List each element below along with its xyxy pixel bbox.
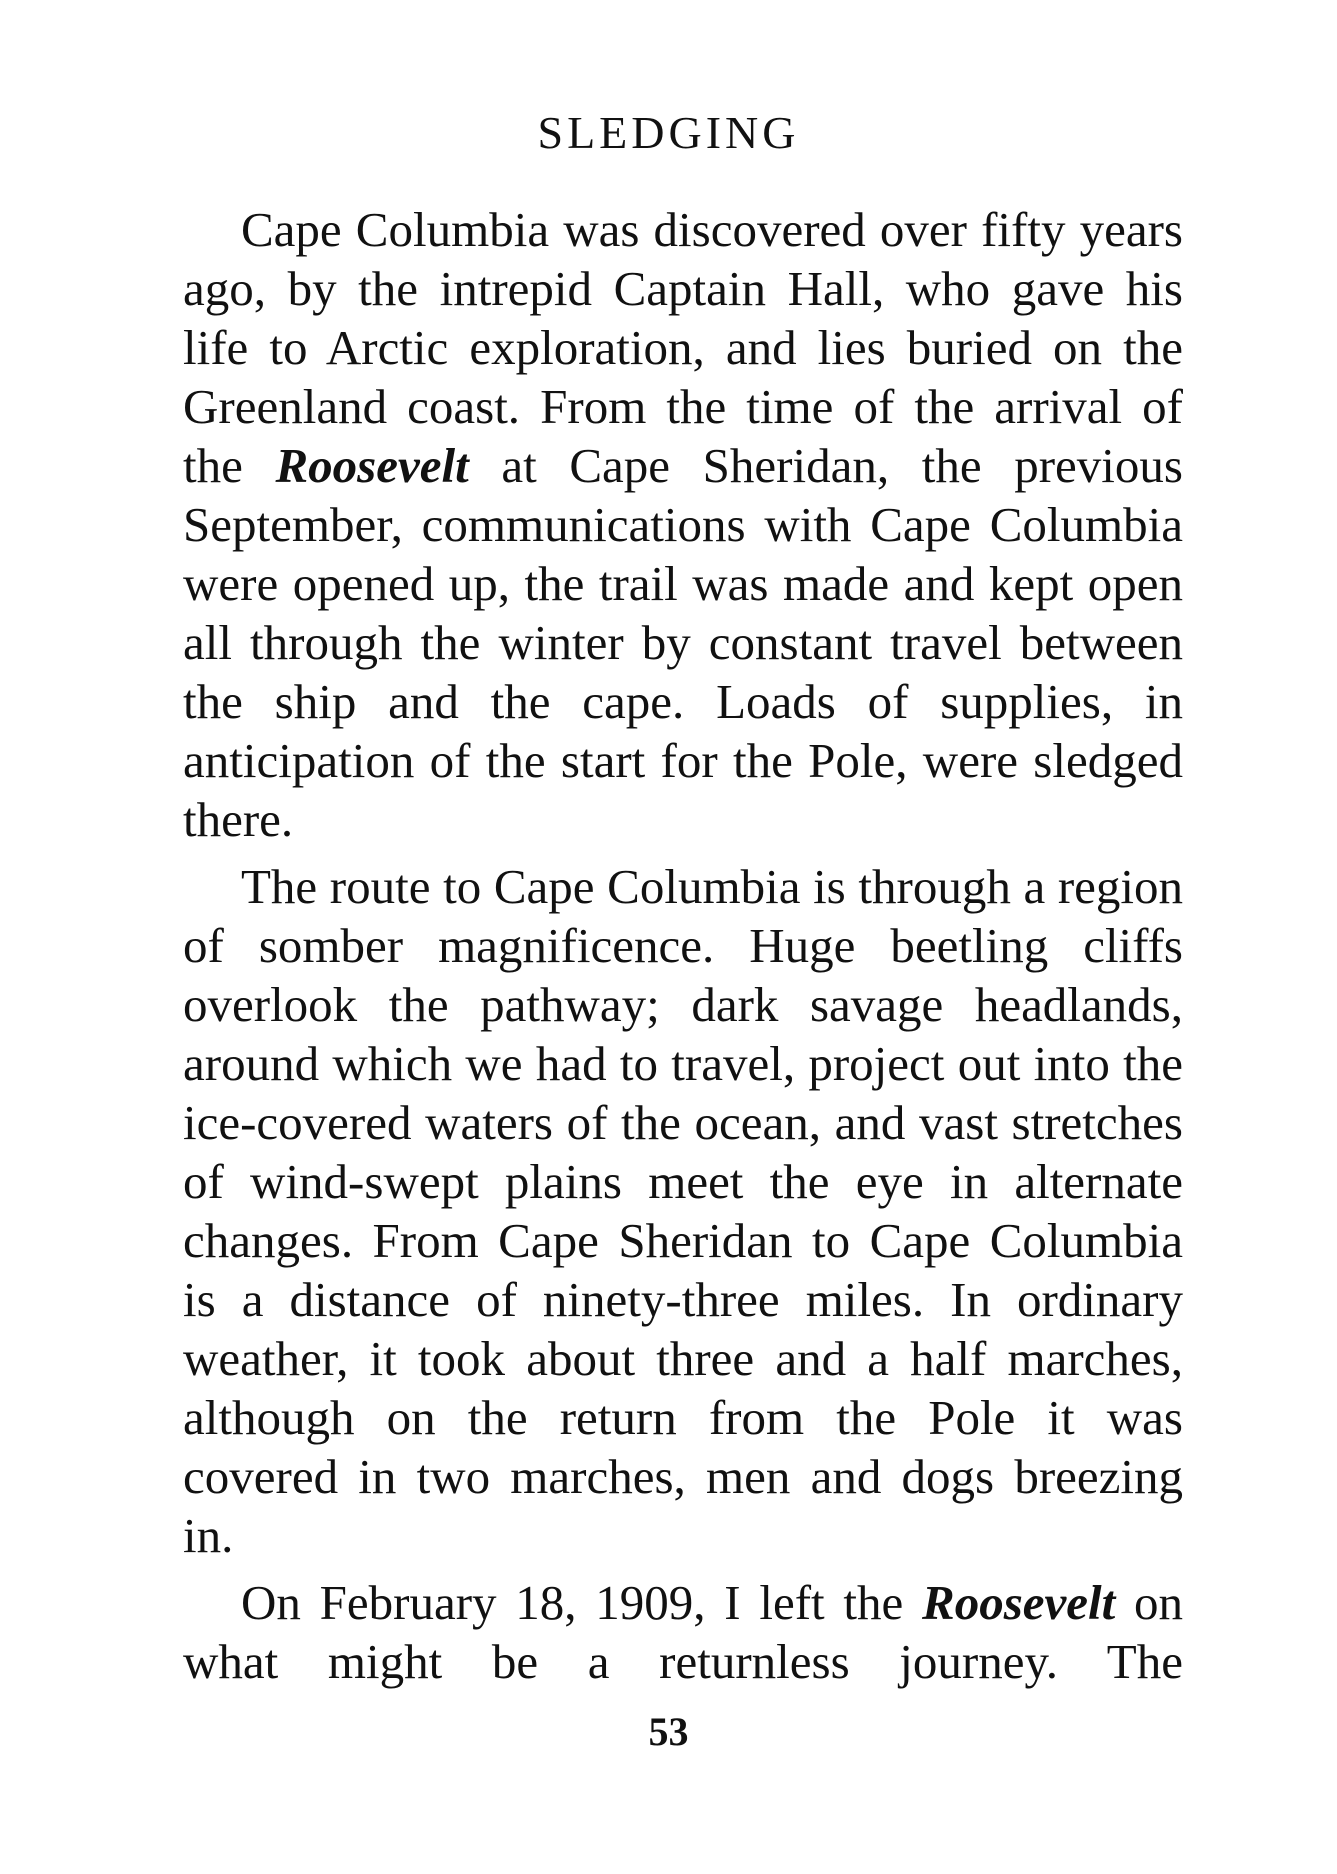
ship-name-roosevelt: Roosevelt — [275, 438, 469, 493]
paragraph-3-text-a: On February 18, 1909, I left the — [241, 1575, 923, 1630]
paragraph-3-text-b: on what might be a returnless journey. The — [183, 1575, 1184, 1689]
running-head: SLEDGING — [537, 107, 800, 158]
paragraph-1 — [183, 200, 1183, 849]
ship-name-roosevelt: Roosevelt — [922, 1575, 1116, 1630]
paragraph-1-text-b: at Cape Sheridan, the previous September, communications with Cape Columbia were opened up, the trail was made and kept open all through the winter by constant travel between the ship and the cape. Loads of supplies, in anticipation of the start for the Pole, were sledged there. — [183, 438, 1183, 847]
body-text — [183, 200, 1183, 1691]
paragraph-1-text-a: Cape Columbia was discovered over fifty years ago, by the intrepid Captain Hall, who gave his life to Arctic exploration, and lies buried on the Greenland coast. From the time of the arrival of the — [183, 202, 1183, 493]
paragraph-3 — [183, 1573, 1183, 1691]
paragraph-2: The route to Cape Columbia is through a region of somber magnificence. Huge beetling cliffs overlook the pathway; dark savage headlands, around which we had to travel, project out into the ice-covered waters of the ocean, and vast stretches of wind-swept plains meet the eye in alternate changes. From Cape Sheridan to Cape Columbia is a distance of ninety-three miles. In ordinary weather, it took about three and a half marches, although on the return from the Pole it was covered in two marches, men and dogs breezing in. — [183, 859, 1183, 1563]
page-number: 53 — [648, 1709, 689, 1754]
